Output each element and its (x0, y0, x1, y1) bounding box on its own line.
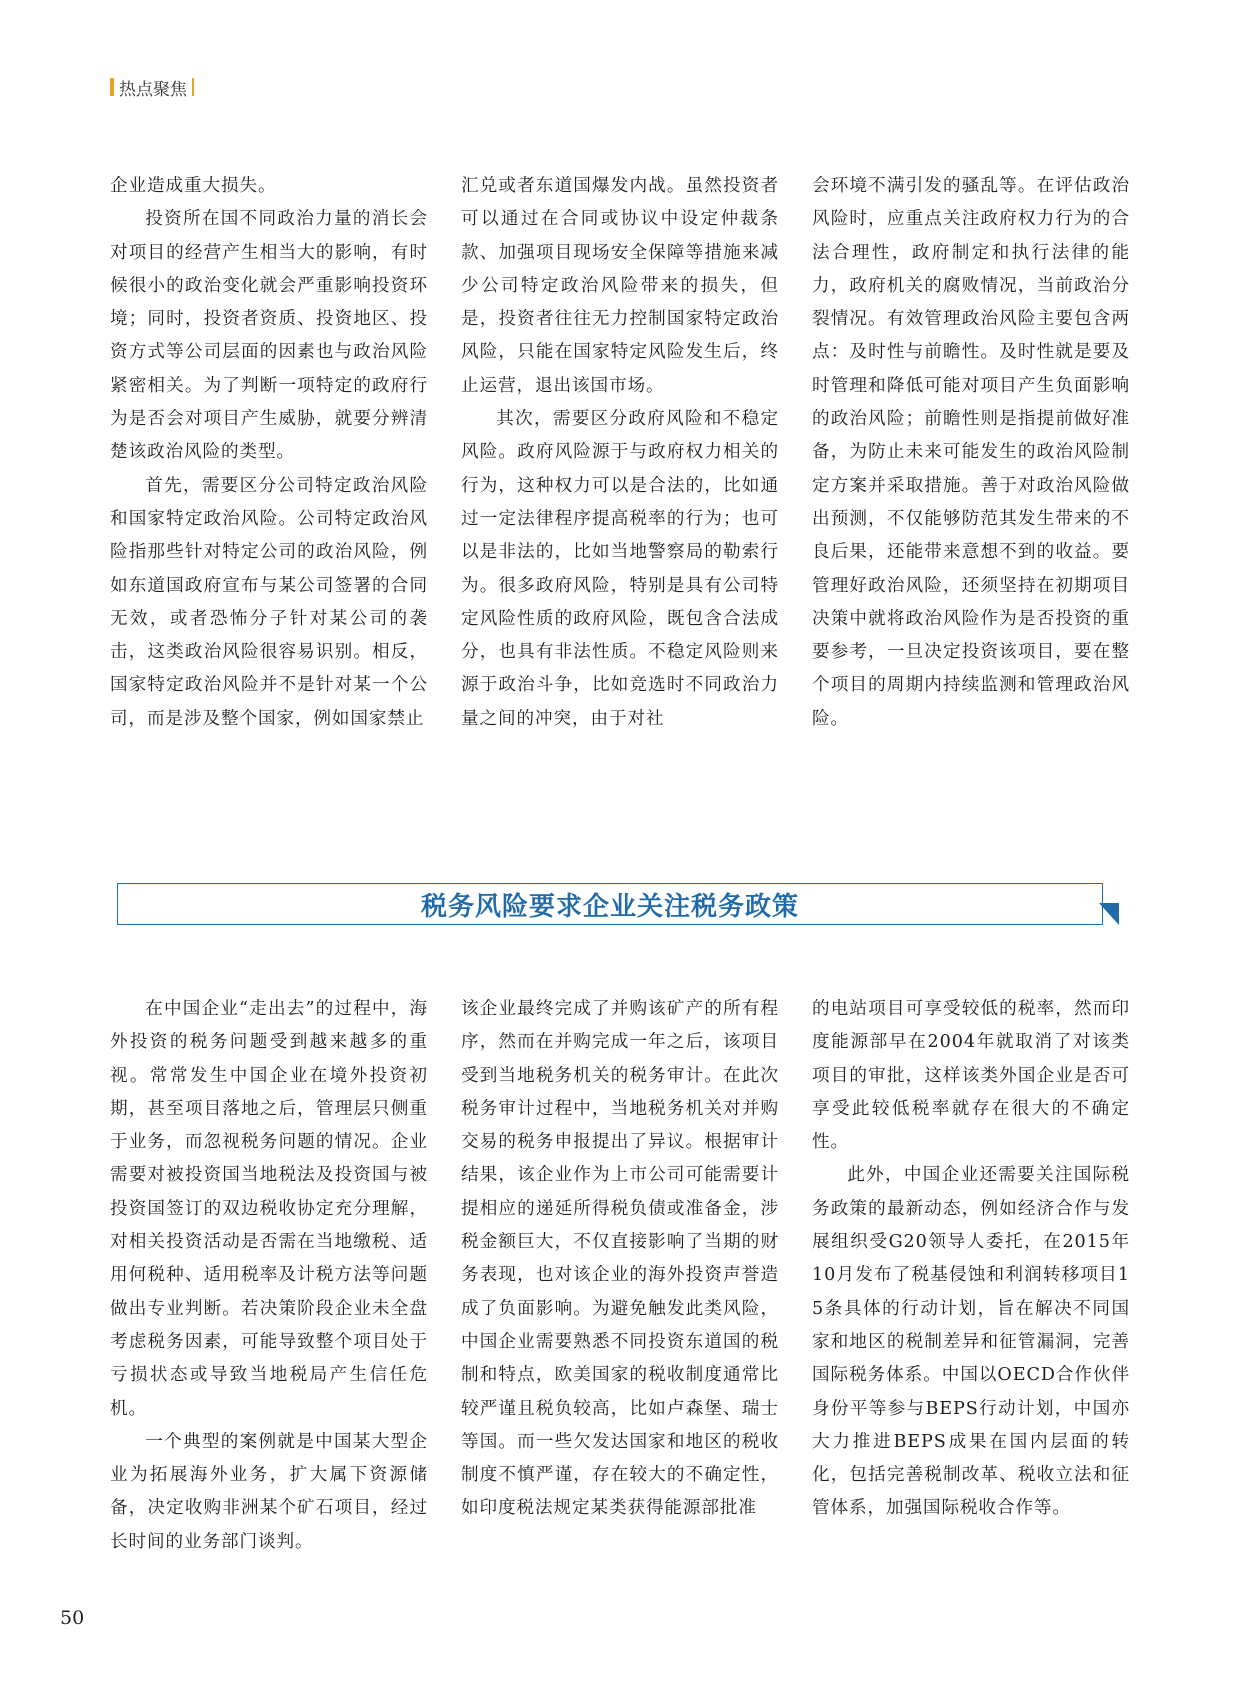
paragraph: 其次，需要区分政府风险和不稳定风险。政府风险源于与政府权力相关的行为，这种权力可以是合法的，比如通过一定法律程序提高税率的行为；也可以是非法的，比如当地警察局的勒索行为。很多政府风险，特别是具有公司特定风险性质的政府风险，既包含合法成分，也具有非法性质。不稳定风险则来源于政治斗争，比如竞选时不同政治力量之间的冲突，由于对社 (461, 409, 779, 729)
section-header (110, 76, 194, 98)
paragraph: 企业造成重大损失。 (110, 176, 277, 196)
column-2 (461, 170, 779, 736)
column-1 (110, 993, 428, 1559)
header-bar-left (110, 78, 114, 96)
page-number: 50 (60, 1607, 85, 1629)
section-label: 热点聚焦 (119, 79, 187, 100)
column-1 (110, 170, 428, 736)
paragraph: 一个典型的案例就是中国某大型企业为拓展海外业务，扩大属下资源储备，决定收购非洲某个矿石项目，经过长时间的业务部门谈判。 (110, 1431, 428, 1552)
section-title: 税务风险要求企业关注税务政策 (420, 891, 799, 922)
header-bar-right (192, 78, 194, 96)
paragraph: 会环境不满引发的骚乱等。在评估政治风险时，应重点关注政府权力行为的合法合理性，政府制定和执行法律的能力，政府机关的腐败情况，当前政治分裂情况。有效管理政治风险主要包含两点：及时性与前瞻性。及时性就是要及时管理和降低可能对项目产生负面影响的政治风险；前瞻性则是指提前做好准备，为防止未来可能发生的政治风险制定方案并采取措施。善于对政治风险做出预测，不仅能够防范其发生带来的不良后果，还能带来意想不到的收益。要管理好政治风险，还须坚持在初期项目决策中就将政治风险作为是否投资的重要参考，一旦决定投资该项目，要在整个项目的周期内持续监测和管理政治风险。 (812, 176, 1130, 729)
paragraph: 在中国企业“走出去”的过程中，海外投资的税务问题受到越来越多的重视。常常发生中国企业在境外投资初期，甚至项目落地之后，管理层只侧重于业务，而忽视税务问题的情况。企业需要对被投资国当地税法及投资国与被投资国签订的双边税收协定充分理解，对相关投资活动是否需在当地缴税、适用何税种、适用税率及计税方法等问题做出专业判断。若决策阶段企业未全盘考虑税务因素，可能导致整个项目处于亏损状态或导致当地税局产生信任危机。 (110, 999, 428, 1419)
paragraph: 汇兑或者东道国爆发内战。虽然投资者可以通过在合同或协议中设定仲裁条款、加强项目现场安全保障等措施来减少公司特定政治风险带来的损失，但是，投资者往往无力控制国家特定政治风险，只能在国家特定风险发生后，终止运营，退出该国市场。 (461, 176, 779, 396)
column-2 (461, 993, 779, 1559)
paragraph: 该企业最终完成了并购该矿产的所有程序，然而在并购完成一年之后，该项目受到当地税务机关的税务审计。在此次税务审计过程中，当地税务机关对并购交易的税务申报提出了异议。根据审计结果，该企业作为上市公司可能需要计提相应的递延所得税负债或准备金，涉税金额巨大，不仅直接影响了当期的财务表现，也对该企业的海外投资声誉造成了负面影响。为避免触发此类风险，中国企业需要熟悉不同投资东道国的税制和特点，欧美国家的税收制度通常比较严谨且税负较高，比如卢森堡、瑞士等国。而一些欠发达国家和地区的税收制度不慎严谨，存在较大的不确定性，如印度税法规定某类获得能源部批准 (461, 999, 779, 1519)
paragraph: 投资所在国不同政治力量的消长会对项目的经营产生相当大的影响，有时候很小的政治变化就会严重影响投资环境；同时，投资者资质、投资地区、投资方式等公司层面的因素也与政治风险紧密相关。为了判断一项特定的政府行为是否会对项目产生威胁，就要分辨清楚该政治风险的类型。 (110, 209, 428, 463)
column-3 (812, 993, 1130, 1559)
paragraph: 此外，中国企业还需要关注国际税务政策的最新动态，例如经济合作与发展组织受G20领导人委托，在2015年10月发布了税基侵蚀和利润转移项目15条具体的行动计划，旨在解决不同国家和地区的税制差异和征管漏洞，完善国际税务体系。中国以OECD合作伙伴身份平等参与BEPS行动计划，中国亦大力推进BEPS成果在国内层面的转化，包括完善税制改革、税收立法和征管体系，加强国际税收合作等。 (812, 1165, 1130, 1519)
paragraph: 首先，需要区分公司特定政治风险和国家特定政治风险。公司特定政治风险指那些针对特定公司的政治风险，例如东道国政府宣布与某公司签署的合同无效，或者恐怖分子针对某公司的袭击，这类政治风险很容易识别。相反，国家特定政治风险并不是针对某一个公司，而是涉及整个国家，例如国家禁止 (110, 475, 428, 729)
column-3 (812, 170, 1130, 736)
article-section-political-risk (110, 170, 1130, 736)
title-corner-triangle-icon (1099, 903, 1119, 925)
section-title-box (117, 883, 1103, 925)
paragraph: 的电站项目可享受较低的税率，然而印度能源部早在2004年就取消了对该类项目的审批，这样该类外国企业是否可享受此较低税率就存在很大的不确定性。 (812, 999, 1130, 1153)
article-section-tax-risk (110, 993, 1130, 1559)
